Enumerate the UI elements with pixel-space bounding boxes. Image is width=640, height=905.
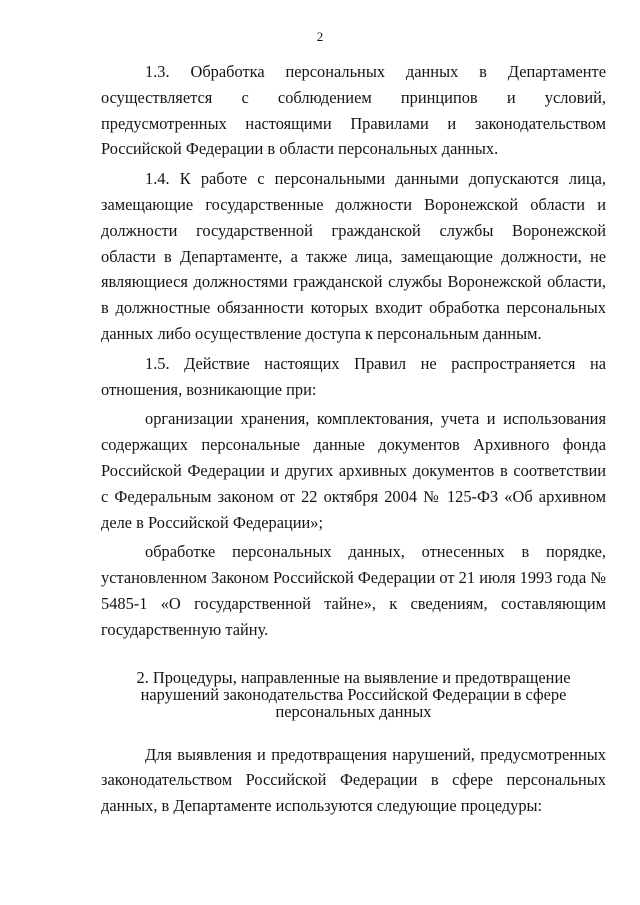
document-body <box>101 59 606 819</box>
paragraph-procedures-intro: Для выявления и предотвращения нарушений, предусмотренных законодательством Российской Федерации в сфере персональных данных, в Департаменте используются следующие процедуры: <box>101 744 606 816</box>
paragraph-1-5: 1.5. Действие настоящих Правил не распространяется на отношения, возникающие при: <box>101 353 606 399</box>
paragraph-archive-exception: организации хранения, комплектования, учета и использования содержащих персональные данные документов Архивного фонда Российской Федерации и других архивных документов в соответствии с Федеральным законом от 22 октября 2004 № 125-ФЗ «Об архивном деле в Российской Федерации»; <box>101 409 606 532</box>
section-2-heading-line-2: нарушений законодательства Российской Федерации в сфере <box>140 684 567 704</box>
section-2-heading-line-3: персональных данных <box>275 701 432 721</box>
page-number: 2 <box>316 29 324 44</box>
paragraph-state-secret-exception: обработке персональных данных, отнесенных в порядке, установленном Законом Российской Федерации от 21 июля 1993 года № 5485-1 «О государственной тайне», к сведениям, составляющим государственную тайну. <box>101 542 606 639</box>
section-2-heading <box>101 669 606 720</box>
paragraph-1-4: 1.4. К работе с персональными данными допускаются лица, замещающие государственные должности Воронежской области и должности государственной гражданской службы Воронежской области в Департаменте, а также лица, замещающие должности, не являющиеся должностями гражданской службы Воронежской области, в должностные обязанности которых входит обработка персональных данных либо осуществление доступа к персональным данным. <box>101 169 606 343</box>
paragraph-1-3: 1.3. Обработка персональных данных в Департаменте осуществляется с соблюдением принципов и условий, предусмотренных настоящими Правилами и законодательством Российской Федерации в области персональных данных. <box>101 62 606 159</box>
section-2-heading-line-1: 2. Процедуры, направленные на выявление и предотвращение <box>136 667 571 687</box>
